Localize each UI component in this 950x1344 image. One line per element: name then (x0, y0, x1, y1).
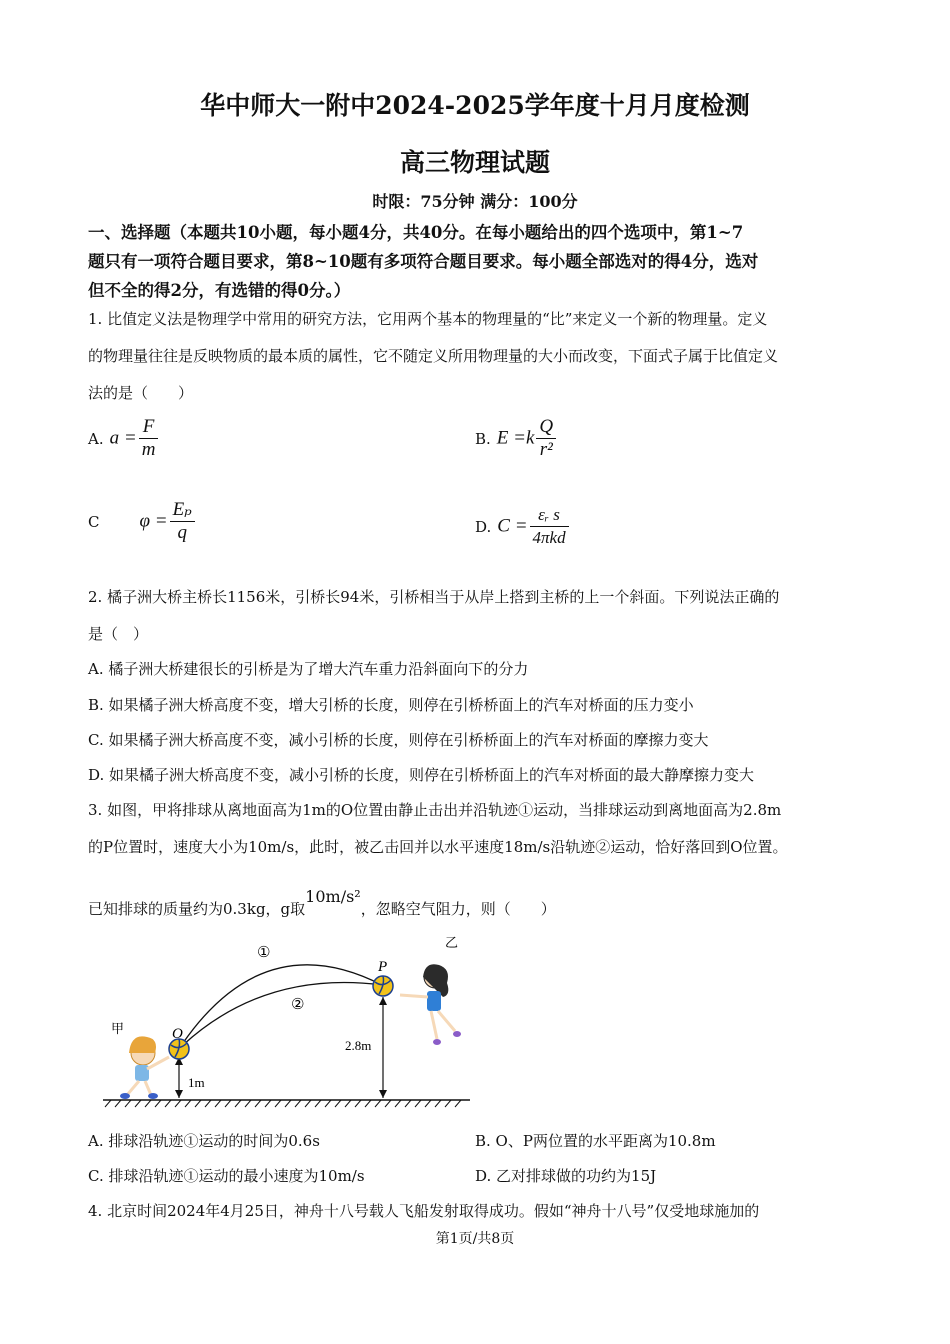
section-instruction-line-3: 但不全的得2分，有选错的得0分。） (88, 281, 351, 300)
option-label: D. (475, 517, 492, 536)
gravity-value: 10m/s² (305, 887, 361, 906)
q3-option-c: C. 排球沿轨迹①运动的最小速度为10m/s (88, 1167, 365, 1185)
label-height-1m: 1m (188, 1075, 205, 1090)
option-label: A. (88, 429, 104, 448)
label-player-jia: 甲 (111, 1022, 125, 1037)
q2-option-b: B. 如果橘子洲大桥高度不变，增大引桥的长度，则停在引桥桥面上的汽车对桥面的压力变小 (88, 696, 694, 714)
q1-option-c (88, 499, 197, 544)
volleyball-at-o (169, 1039, 189, 1059)
q1-line-2: 的物理量往往是反映物质的最本质的属性，它不随定义所用物理量的大小而改变，下面式子属于比值定义 (88, 347, 779, 365)
q1-option-a (88, 416, 160, 461)
formula-lhs: C = (497, 515, 528, 537)
fraction-denominator: q (177, 522, 187, 543)
q3-option-d: D. 乙对排球做的功约为15J (475, 1167, 657, 1185)
volleyball-at-p (373, 976, 393, 996)
fraction-denominator: m (141, 439, 156, 460)
exam-title: 华中师大一附中2024-2025学年度十月月度检测 (200, 91, 750, 120)
formula-fraction (139, 416, 159, 461)
q1-line-1: 1. 比值定义法是物理学中常用的研究方法，它用两个基本的物理量的“比”来定义一个新的物理量。定义 (88, 310, 768, 328)
q3-line-3 (88, 887, 556, 919)
label-point-p: P (378, 959, 388, 975)
q1-option-b (475, 416, 558, 461)
trajectory-2 (183, 983, 382, 1046)
q2-option-c: C. 如果橘子洲大桥高度不变，减小引桥的长度，则停在引桥桥面上的汽车对桥面的摩擦力变大 (88, 731, 709, 749)
label-point-o: O (172, 1026, 183, 1042)
label-height-2-8m: 2.8m (345, 1038, 372, 1053)
fraction-numerator: εᵣ s (530, 504, 569, 527)
formula-fraction (536, 416, 556, 461)
ground-hatching (105, 1100, 461, 1107)
player-yi-figure (400, 964, 461, 1045)
q3-line-2: 的P位置时，速度大小为10m/s，此时，被乙击回并以水平速度18m/s沿轨迹②运动，恰好落回到O位置。 (88, 838, 788, 856)
q3-line-3-start: 已知排球的质量约为0.3kg，g取 (88, 900, 306, 918)
q3-option-b: B. O、P两位置的水平距离为10.8m (475, 1132, 716, 1150)
q3-line-3-end: ，忽略空气阻力，则（ ） (360, 900, 556, 918)
section-instruction-line-2: 题只有一项符合题目要求，第8~10题有多项符合题目要求。每小题全部选对的得4分，选对 (88, 252, 759, 271)
q2-line-2: 是（ ） (88, 625, 149, 643)
label-path-2: ② (291, 995, 305, 1013)
fraction-numerator: Eₚ (170, 499, 195, 522)
trajectory-1 (183, 965, 382, 1043)
exam-subtitle: 高三物理试题 (399, 148, 550, 177)
formula-lhs: E =k (496, 427, 535, 449)
formula-lhs: a = (109, 427, 137, 449)
formula-fraction (170, 499, 195, 544)
formula-fraction (530, 504, 569, 549)
q3-option-a: A. 排球沿轨迹①运动的时间为0.6s (88, 1132, 320, 1150)
page-footer: 第1页/共8页 (435, 1231, 515, 1247)
q2-line-1: 2. 橘子洲大桥主桥长1156米，引桥长94米，引桥相当于从岸上搭到主桥的上一个斜面。下列说法正确的 (88, 588, 780, 606)
q4-line-1: 4. 北京时间2024年4月25日，神舟十八号载人飞船发射取得成功。假如“神舟十八号”仅受地球施加的 (88, 1202, 760, 1220)
q3-line-1: 3. 如图，甲将排球从离地面高为1m的O位置由静止击出并沿轨迹①运动，当排球运动到离地面高为2.8m (88, 801, 782, 819)
q1-option-d (475, 504, 571, 549)
section-instruction-line-1: 一、选择题（本题共10小题，每小题4分，共40分。在每小题给出的四个选项中，第1~7 (88, 223, 744, 242)
label-path-1: ① (257, 943, 271, 961)
fraction-numerator: F (139, 416, 159, 439)
fraction-denominator: r² (539, 439, 553, 460)
fraction-denominator: 4πkd (532, 528, 566, 547)
fraction-numerator: Q (536, 416, 556, 439)
formula-lhs: φ = (139, 510, 168, 532)
option-label: B. (475, 429, 491, 448)
time-score-line: 时限：75分钟 满分：100分 (372, 192, 578, 211)
volleyball-trajectory-figure (95, 935, 480, 1110)
q1-line-3: 法的是（ ） (88, 384, 194, 402)
option-label: C (88, 512, 100, 531)
q2-option-a: A. 橘子洲大桥建很长的引桥是为了增大汽车重力沿斜面向下的分力 (88, 660, 529, 678)
label-player-yi: 乙 (445, 936, 459, 951)
player-jia-figure (120, 1036, 169, 1099)
q2-option-d: D. 如果橘子洲大桥高度不变，减小引桥的长度，则停在引桥桥面上的汽车对桥面的最大静摩擦力变大 (88, 766, 755, 784)
